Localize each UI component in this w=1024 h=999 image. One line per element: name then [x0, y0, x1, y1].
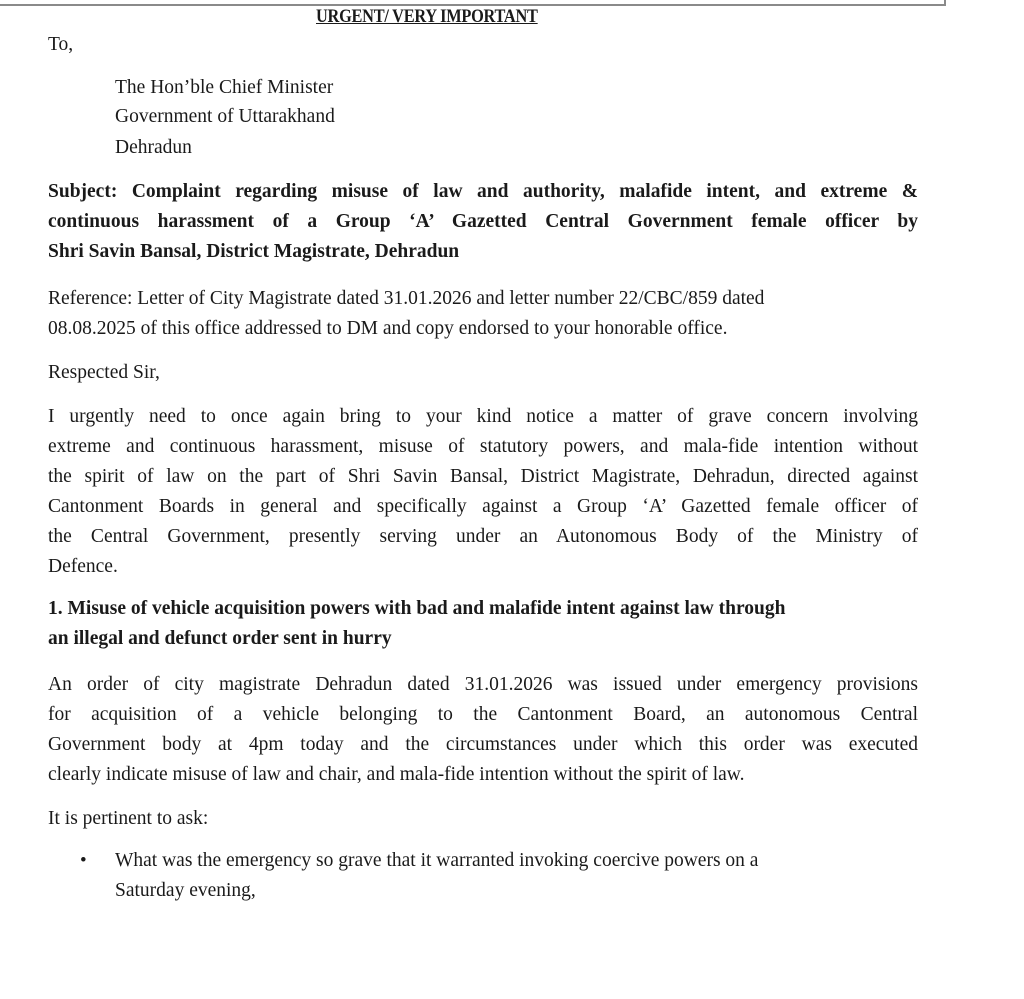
paragraph-line: extreme and continuous harassment, misuse of statutory powers, and mala-fide intention without	[48, 436, 918, 457]
address-line: Dehradun	[115, 137, 192, 158]
section-1-heading	[48, 594, 918, 654]
bullet-list	[80, 846, 880, 906]
paragraph-line: An order of city magistrate Dehradun dated 31.01.2026 was issued under emergency provisions	[48, 674, 918, 695]
bullet-line: Saturday evening,	[115, 880, 256, 901]
paragraph-line: the spirit of law on the part of Shri Savin Bansal, District Magistrate, Dehradun, directed against	[48, 466, 918, 487]
subject-block	[48, 177, 918, 267]
document-heading: URGENT/ VERY IMPORTANT	[316, 6, 538, 27]
subject-line: Shri Savin Bansal, District Magistrate, Dehradun	[48, 241, 460, 262]
paragraph-line: for acquisition of a vehicle belonging to the Cantonment Board, an autonomous Central	[48, 704, 918, 725]
reference-line: Reference: Letter of City Magistrate dated 31.01.2026 and letter number 22/CBC/859 dated	[48, 288, 765, 309]
paragraph-2	[48, 670, 918, 790]
section-heading-line: an illegal and defunct order sent in hurry	[48, 628, 392, 649]
reference-line: 08.08.2025 of this office addressed to DM and copy endorsed to your honorable office.	[48, 318, 728, 339]
pertinent-line	[48, 804, 918, 834]
bullet-icon: •	[80, 850, 87, 871]
address-line: Government of Uttarakhand	[115, 106, 335, 127]
paragraph-line: Cantonment Boards in general and specifically against a Group ‘A’ Gazetted female officer of	[48, 496, 918, 517]
paragraph-line: Defence.	[48, 556, 118, 577]
reference-block	[48, 284, 918, 344]
to-label: To,	[48, 34, 74, 55]
paragraph-1	[48, 402, 918, 582]
address-line: The Hon’ble Chief Minister	[115, 77, 334, 98]
subject-line: continuous harassment of a Group ‘A’ Gazetted Central Government female officer by	[48, 211, 918, 232]
paragraph-line: clearly indicate misuse of law and chair, and mala-fide intention without the spirit of law.	[48, 764, 745, 785]
paragraph-line: I urgently need to once again bring to your kind notice a matter of grave concern involving	[48, 406, 918, 427]
paragraph-line: Government body at 4pm today and the circumstances under which this order was executed	[48, 734, 918, 755]
bullet-line: What was the emergency so grave that it warranted invoking coercive powers on a	[115, 850, 759, 871]
subject-line: Subject: Complaint regarding misuse of law and authority, malafide intent, and extreme &	[48, 181, 918, 202]
salutation-text: Respected Sir,	[48, 362, 160, 383]
pertinent-text: It is pertinent to ask:	[48, 808, 209, 829]
section-heading-line: 1. Misuse of vehicle acquisition powers with bad and malafide intent against law through	[48, 598, 786, 619]
salutation	[48, 358, 918, 388]
paragraph-line: the Central Government, presently serving under an Autonomous Body of the Ministry of	[48, 526, 918, 547]
bullet-item	[80, 846, 880, 906]
